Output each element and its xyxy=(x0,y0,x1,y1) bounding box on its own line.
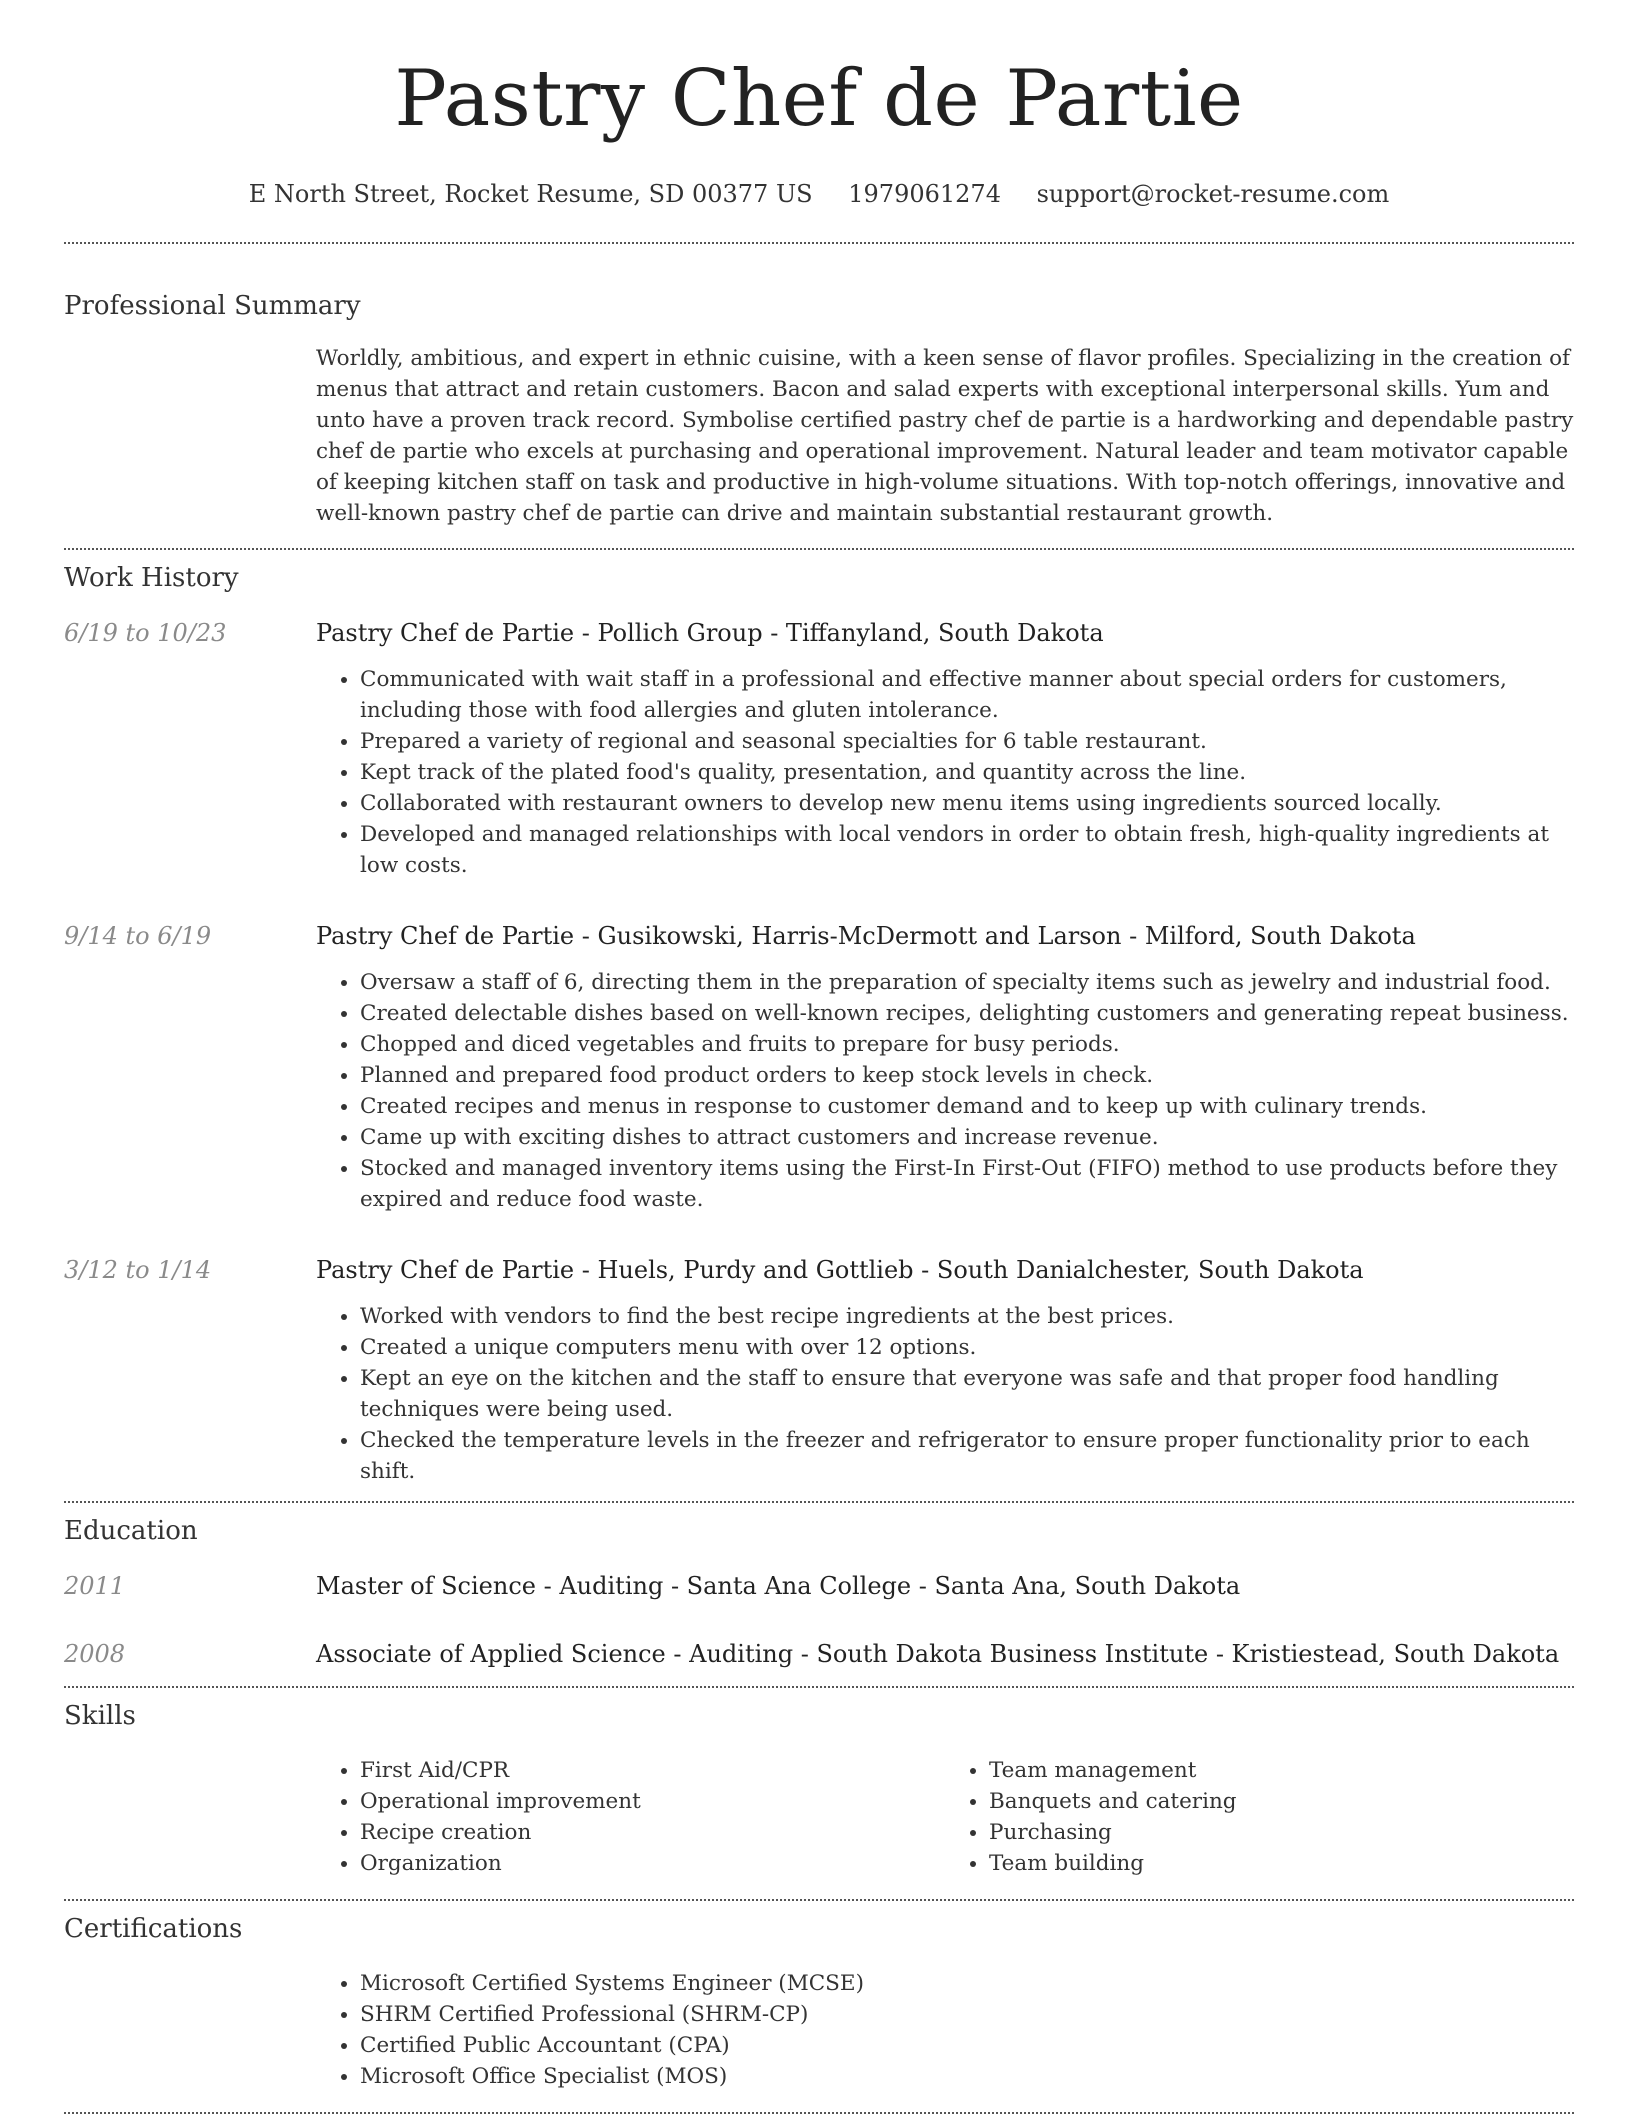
skills-column-left xyxy=(316,1755,945,1879)
list-item: • Team building xyxy=(989,1848,1574,1879)
job-bullets xyxy=(316,664,1574,881)
list-item: • Developed and managed relationships with local vendors in order to obtain fresh, high-quality ingredients at low costs. xyxy=(360,819,1574,881)
list-item: • Prepared a variety of regional and seasonal specialties for 6 table restaurant. xyxy=(360,726,1574,757)
list-item: • Created delectable dishes based on well-known recipes, delighting customers and generating repeat business. xyxy=(360,998,1574,1029)
list-item: • Checked the temperature levels in the freezer and refrigerator to ensure proper functionality prior to each shift. xyxy=(360,1425,1574,1487)
job-entry xyxy=(64,1253,1574,1487)
certifications-list xyxy=(316,1968,1574,2092)
page-title: Pastry Chef de Partie xyxy=(394,54,1244,144)
job-entry xyxy=(64,616,1574,881)
list-item: • Microsoft Office Specialist (MOS) xyxy=(360,2061,1574,2092)
section-title-summary: Professional Summary xyxy=(64,291,361,321)
contact-address: E North Street, Rocket Resume, SD 00377 US xyxy=(248,180,813,208)
section-title-skills: Skills xyxy=(64,1701,136,1731)
list-item: • Kept track of the plated food's quality, presentation, and quantity across the line. xyxy=(360,757,1574,788)
list-item: • Microsoft Certified Systems Engineer (MCSE) xyxy=(360,1968,1574,1999)
job-heading: Pastry Chef de Partie - Gusikowski, Harris-McDermott and Larson - Milford, South Dakota xyxy=(316,922,1416,950)
list-item: • Recipe creation xyxy=(360,1817,945,1848)
section-divider xyxy=(64,1501,1574,1503)
job-dates: 6/19 to 10/23 xyxy=(64,619,227,647)
job-dates: 3/12 to 1/14 xyxy=(64,1256,212,1284)
skills-column-right xyxy=(945,1755,1574,1879)
list-item: • Chopped and diced vegetables and fruits to prepare for busy periods. xyxy=(360,1029,1574,1060)
summary-text: Worldly, ambitious, and expert in ethnic cuisine, with a keen sense of flavor profiles. Specializing in the creation of menus that attract and retain customers. Bacon and salad experts with exceptional interpersonal skills. Yum and unto have a proven track record. Symbolise certified pastry chef de partie is a hardworking and dependable pastry chef de partie who excels at purchasing and operational improvement. Natural leader and team motivator capable of keeping kitchen staff on task and productive in high-volume situations. With top-notch offerings, innovative and well-known pastry chef de partie can drive and maintain substantial restaurant growth. xyxy=(316,346,1574,526)
job-heading: Pastry Chef de Partie - Pollich Group - Tiffanyland, South Dakota xyxy=(316,619,1104,647)
list-item: • Came up with exciting dishes to attract customers and increase revenue. xyxy=(360,1122,1574,1153)
list-item: • Team management xyxy=(989,1755,1574,1786)
job-heading: Pastry Chef de Partie - Huels, Purdy and Gottlieb - South Danialchester, South Dakota xyxy=(316,1256,1364,1284)
contact-line xyxy=(64,178,1574,210)
list-item: • Created a unique computers menu with over 12 options. xyxy=(360,1332,1574,1363)
list-item: • Created recipes and menus in response to customer demand and to keep up with culinary trends. xyxy=(360,1091,1574,1122)
list-item: • Organization xyxy=(360,1848,945,1879)
section-divider xyxy=(64,548,1574,550)
list-item: • Communicated with wait staff in a professional and effective manner about special orders for customers, including those with food allergies and gluten intolerance. xyxy=(360,664,1574,726)
job-bullets xyxy=(316,1301,1574,1487)
resume-page xyxy=(64,0,1574,2114)
skills-grid xyxy=(316,1755,1574,1879)
education-heading: Associate of Applied Science - Auditing - South Dakota Business Institute - Kristiestead, South Dakota xyxy=(316,1640,1560,1668)
list-item: • Planned and prepared food product orders to keep stock levels in check. xyxy=(360,1060,1574,1091)
list-item: • Stocked and managed inventory items using the First-In First-Out (FIFO) method to use products before they expired and reduce food waste. xyxy=(360,1153,1574,1215)
section-divider xyxy=(64,1686,1574,1688)
job-bullets xyxy=(316,967,1574,1215)
list-item: • Certified Public Accountant (CPA) xyxy=(360,2030,1574,2061)
education-entry xyxy=(64,1637,1574,1671)
contact-phone: 1979061274 xyxy=(848,180,1001,208)
section-title-education: Education xyxy=(64,1516,198,1546)
list-item: • SHRM Certified Professional (SHRM-CP) xyxy=(360,1999,1574,2030)
list-item: • Banquets and catering xyxy=(989,1786,1574,1817)
section-title-work-history: Work History xyxy=(64,563,239,593)
section-divider xyxy=(64,1899,1574,1901)
section-title-certifications: Certifications xyxy=(64,1914,243,1944)
job-entry xyxy=(64,919,1574,1215)
job-dates: 9/14 to 6/19 xyxy=(64,922,212,950)
list-item: • Oversaw a staff of 6, directing them in the preparation of specialty items such as jewelry and industrial food. xyxy=(360,967,1574,998)
education-heading: Master of Science - Auditing - Santa Ana College - Santa Ana, South Dakota xyxy=(316,1572,1241,1600)
section-divider xyxy=(64,242,1574,244)
list-item: • Collaborated with restaurant owners to develop new menu items using ingredients sourced locally. xyxy=(360,788,1574,819)
education-entry xyxy=(64,1569,1574,1603)
contact-email: support@rocket-resume.com xyxy=(1036,180,1390,208)
list-item: • Worked with vendors to find the best recipe ingredients at the best prices. xyxy=(360,1301,1574,1332)
list-item: • First Aid/CPR xyxy=(360,1755,945,1786)
list-item: • Operational improvement xyxy=(360,1786,945,1817)
list-item: • Purchasing xyxy=(989,1817,1574,1848)
list-item: • Kept an eye on the kitchen and the staff to ensure that everyone was safe and that proper food handling techniques were being used. xyxy=(360,1363,1574,1425)
education-year: 2008 xyxy=(64,1640,126,1668)
education-year: 2011 xyxy=(64,1572,126,1600)
